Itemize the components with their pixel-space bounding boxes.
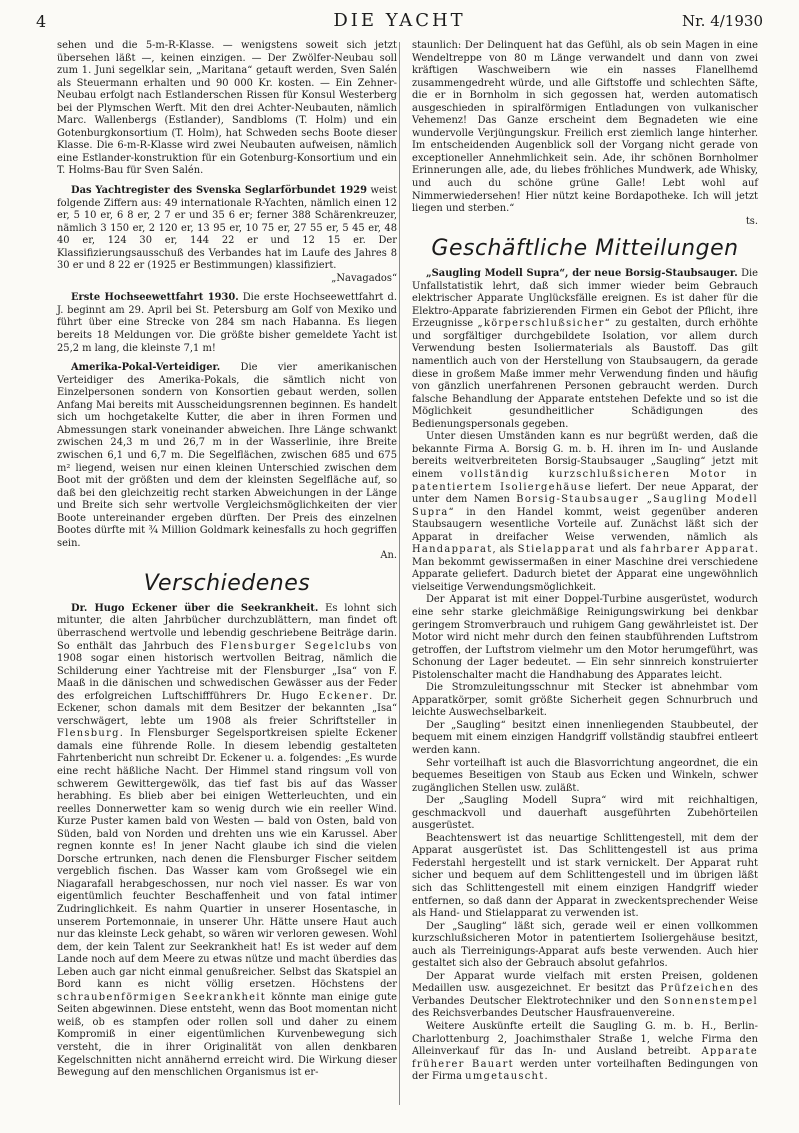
article-body: in den Handel kommt, weist gegenüber anderen Staubsaugern wesentliche Vorteile auf. Zunächst läßt sich der Apparat in dreifacher Weise verwenden, nämlich als [412,506,758,543]
article-body: Die vier amerikanischen Verteidiger des Amerika-Pokals, die sämtlich nicht von Einzelpersonen sondern von Konsortien gebaut werden, sollen Anfang Mai bereits mit Ausscheidungsrennen beginnen. Es handelt sich um hochgetakelte Kutter, die aber in ihren Formen und Abmessungen stark voneinander abweichen. Ihre Länge schwankt zwischen 24,3 m und 26,7 m in der Wasserlinie, ihre Breite zwischen 6,1 und 6,7 m. Die Segelflächen, zwischen 685 und 675 m² liegend, weisen nur einen kleinen Unterschied zwischen dem Boot mit der größten und dem der kleinsten Segelfläche auf, so daß bei den gleichzeitig recht starken Abweichungen in der Länge und Breite sich sehr wertvolle Vergleichsmöglichkeiten der vier Boote untereinander ergeben dürften. Der Preis des einzelnen Bootes dürfte mit ¾ Million Goldmark keinesfalls zu hoch gegriffen sein. [57,362,397,549]
article-body: . Man bekommt gewissermaßen in einer Maschine drei verschiedene Apparate geliefert. Dadurch bietet der Apparat eine ungewöhnlich vielseitige Verwendungsmöglichkeit. [412,544,759,593]
author-signature: ts. [745,215,758,227]
article-paragraph [412,1021,758,1084]
article-ocean-race [57,292,397,355]
article-heading: „Saugling Modell Supra“, der neue Borsig-Staubsauger. [426,268,738,280]
article-body: zu gestalten, durch erhöhte und sorgfältiger durchgebildete Isolation, vor allem durch Verwendung besten Isoliermaterials als Baustoff. Das gilt namentlich auch von der Herstellung von Staubsaugern, da gerade diese in großem Maße immer mehr Verwendung finden und häufig von gänzlich unerfahrenen Personen gebraucht werden. Durch falsche Behandlung der Apparate entstehen Defekte und so ist die Möglichkeit gesundheitlicher Schädigungen des Bedienungspersonals gegeben. [412,318,758,430]
page-number: 4 [36,12,47,31]
article-body: des Reichsverbandes Deutscher Hausfrauenvereine. [412,1008,675,1020]
article-paragraph [412,971,758,1021]
section-heading-miscellaneous: Verschiedenes [143,570,311,596]
section-heading-business: Geschäftliche Mitteilungen [431,236,739,262]
article-paragraph: Der „Saugling“ läßt sich, gerade weil er einen vollkommen kurzschlußsicheren Motor in patentiertem Isoliergehäuse besitzt, auch als Tierreinigungs-Apparat aufs beste verwenden. Auch hier gestaltet sich also der Gebrauch absolut gefahrlos. [412,920,758,970]
article-body: des Verbandes Deutscher Elektrotechniker und den [412,983,758,1007]
article-body: Die erste Hochseewettfahrt d. J. beginnt am 29. April bei St. Petersburg am Golf von Mexiko und führt über eine Strecke von 284 sm nach Habanna. Es liegen bereits 18 Meldungen vor. Die größte bisher gemeldete Yacht ist 25,2 m lang, die kleinste 7,1 m! [57,292,397,354]
article-body: . Dr. Eckener, schon damals mit dem Besitzer der bekannten „Isa“ verschwägert, lebte um 1908 als freier Schriftsteller in [57,690,397,727]
emphasis-text: umgetauscht [465,1071,545,1083]
article-paragraph: Der „Saugling“ besitzt einen innenliegenden Staubbeutel, der bequem mit einem einzigen Handgriff vollständig staubfrei entleert werden kann. [412,719,758,756]
article-paragraph: Der Apparat ist mit einer Doppel-Turbine ausgerüstet, wodurch eine sehr starke gleichmäßige Reinigungswirkung bei denkbar geringem Stromverbrauch und ruhigem Gang gewährleistet ist. Der Motor wird nicht mehr durch den feinen staubführenden Luftstrom getroffen, der Luftstrom vielmehr um den Motor herumgeführt, was Schonung der Lager bedeutet. — Ein sehr sinnreich konstruierter Pistolenschalter macht die Handhabung des Apparates leicht. [412,594,758,681]
right-column [412,40,758,1084]
article-eckener-continued: staunlich: Der Delinquent hat das Gefühl, als ob sein Magen in eine Wendeltreppe von 80 m Länge verwandelt und dann von zwei kräftigen Waschweibern wie ein nasses Flanellhemd zusammengedreht würde, und alle Giftstoffe und schlechten Säfte, die er in Bornholm in sich gegossen hat, werden automatisch ausgeschieden in spiralförmigen Entladungen von vulkanischer Vehemenz! Das Ganze erscheint dem Begnadeten wie eine wundervolle Verjüngungskur. Freilich erst ziemlich lange hinterher. Im entscheidenden Augenblick soll der Vorgang nicht gerade von exceptioneller Annehmlichkeit sein. Ade, ihr schönen Bornholmer Erinnerungen alle, ade, du liebes fröhliches Mundwerk, ade Whisky, und auch du schöne grüne Galle! Lebt wohl auf Nimmerwiedersehen! Hier nützt keine Bordapotheke. Ich will jetzt liegen und sterben.“ [412,40,758,215]
article-body: Weitere Auskünfte erteilt die Saugling G. m. b. H., Berlin-Charlottenburg 2, Joachimsthaler Straße 1, welche Firma den Alleinverkauf für das In- und Ausland betreibt. [412,1021,758,1058]
author-signature: „Navagados“ [331,272,397,284]
issue-number: Nr. 4/1930 [682,12,763,30]
emphasis-text: Borsig-Staubsauger „Saugling Modell Supra“ [412,494,759,518]
emphasis-text: schraubenförmigen Seekrankheit [57,991,266,1003]
emphasis-text: Sonnenstempel [663,995,758,1007]
article-body: . In Flensburger Segelsportkreisen spielte Eckener damals eine führende Rolle. In diesem lebendig gestalteten Fahrtenbericht nun schreibt Dr. Eckener u. a. folgendes: „Es wurde eine recht häßliche Nacht. Der Himmel stand ringsum voll von schwerem Gewittergewölk, das tief fast bis auf das Wasser herabhing. Es blieb aber bei einigen Wetterleuchten, und ein reelles Donnerwetter kam so wenig durch wie ein reeller Wind. Kurze Puster kamen bald von Westen — bald von Osten, bald von Süden, bald von Norden und drehten uns wie ein Karussel. Aber regnen konnte es! In jener Nacht glaube ich sind die vielen Dorsche ertrunken, nach denen die Flensburger Fischer seitdem vergeblich fischen. Das Wasser kam vom Großsegel wie ein Niagarafall herabgeschossen, nur noch viel nasser. Es war von eigentümlich feuchter Beschaffenheit und von fatal intimer Zudringlichkeit. Es nahm Quartier in unserer Hosentasche, in unserem Portemonnaie, in unserer Uhr. Hätte unsere Haut auch nur das kleinste Leck gehabt, so wären wir verloren gewesen. Wohl dem, der kein Talent zur Seekrankheit hat! Es ist weder auf dem Lande noch auf dem Meere zu etwas nütze und macht überdies das Leben auch gar nicht einmal genußreicher. Selbst das Skatspiel an Bord kann es nicht völlig ersetzen. Höchstens der [57,728,397,991]
article-paragraph: Der „Saugling Modell Supra“ wird mit reichhaltigen, geschmackvoll und dauerhaft ausgeführten Zubehörteilen ausgerüstet. [412,795,758,832]
column-divider [399,42,400,1105]
article-americas-cup [57,362,397,550]
article-sweden-newbuilds: sehen und die 5-m-R-Klasse. — wenigstens soweit sich jetzt übersehen läßt —, keinen einzigen. — Der Zwölfer-Neubau soll zum 1. Juni segelklar sein, „Maritana“ getauft werden, Sven Salén als Steuermann erhalten und 90 000 Kr. kosten. — Ein Zehner-Neubau erfolgt nach Estlanderschen Rissen für Konsul Westerberg bei der Plymschen Werft. Mit den drei Achter-Neubauten, nämlich Marc. Wallenbergs (Estlander), Sandbloms (T. Holm) und ein Gotenburgkonsortium (T. Holm), hat Schweden sechs Boote dieser Klasse. Die 6-m-R-Klasse wird zwei Neubauten aufweisen, nämlich eine Estlander-konstruktion für ein Gotenburg-Konsortium und ein T. Holms-Bau für Sven Salén. [57,40,397,177]
article-body: werden unter vorteilhaften Bedingungen von der Firma [412,1058,758,1083]
article-heading: Amerika-Pokal-Verteidiger. [71,362,221,374]
article-body: , als [492,544,518,556]
emphasis-text: „körperschlußsicher“ [477,318,611,330]
article-heading: Dr. Hugo Eckener über die Seekrankheit. [71,602,319,614]
article-body: . [544,1071,548,1083]
article-paragraph: Beachtenswert ist das neuartige Schlittengestell, mit dem der Apparat ausgerüstet ist. Das Schlittengestell ist aus prima Federstahl hergestellt und ist stark vernickelt. Der Apparat ruht sicher und bequem auf dem Schlittengestell und im übrigen läßt sich das Schlittengestell mit einem einzigen Handgriff wieder entfernen, so daß dann der Apparat in zweckentsprechender Weise als Hand- und Stielapparat zu verwenden ist. [412,832,758,920]
emphasis-text: Eckener [318,690,370,702]
article-body: Unter diesen Umständen kann es nur begrüßt werden, daß die bekannte Firma A. Borsig G. m. b. H. ihren im In- und Auslande bereits weitverbreiteten Borsig-Staubsauger „Saugling“ jetzt mit einem [412,431,758,480]
emphasis-text: Prüfzeichen [660,983,735,995]
article-body: liefert. Der neue Apparat, der unter dem Namen [412,481,758,506]
article-body: von 1908 sogar einen historisch wertvollen Beitrag, nämlich die Schilderung einer Yachtreise mit der Flensburger „Isa“ von F. Maaß in die dänischen und schwedischen Gewässer aus der Feder des erfolgreichen Luftschiffführers Dr. Hugo [57,640,397,702]
author-signature: An. [380,550,397,562]
magazine-title: DIE YACHT [333,10,466,31]
article-eckener-seasickness [57,603,397,1080]
emphasis-text: Apparate früherer Bauart [412,1046,758,1070]
emphasis-text: Stielapparat [517,544,596,556]
emphasis-text: fahrbarer Apparat [640,544,755,556]
page-header [36,10,763,40]
article-paragraph [412,431,758,594]
article-body: Die Unfallstatistik lehrt, daß sich immer wieder beim Gebrauch elektrischer Apparate Unglücksfälle ereignen. Es ist daher für die Elektro-Apparate fabrizierenden Firmen ein Gebot der Pflicht, ihre Erzeugnisse [412,268,759,330]
emphasis-text: Handapparat [412,544,493,556]
emphasis-text: Flensburg [57,728,120,740]
article-yacht-register [57,185,397,273]
article-body: Der Apparat wurde vielfach mit ersten Preisen, goldenen Medaillen usw. ausgezeichnet. Er besitzt das [412,970,758,995]
article-body: Es lohnt sich mitunter, die alten Jahrbücher durchzublättern, man findet oft überraschend wertvolle und lebendig geschriebene Beiträge darin. So enthält das Jahrbuch des [57,602,397,652]
article-heading: Erste Hochseewettfahrt 1930. [71,292,239,304]
article-body: weist folgende Ziffern aus: 49 internationale R-Yachten, nämlich einen 12 er, 5 10 er, 6 8 er, 2 7 er und 35 6 er; ferner 388 Schärenkreuzer, nämlich 3 150 er, 2 120 er, 13 95 er, 10 75 er, 27 55 er, 5 45 er, 48 40 er, 124 30 er, 144 22 er und 12 15 er. Der Klassifizierungsausschuß des Verbandes hat im Laufe des Jahres 8 30 er und 8 22 er (1925 er Bestimmungen) klassifiziert. [57,185,397,272]
left-column [57,40,397,1080]
article-heading: Das Yachtregister des Svenska Seglarförbundet 1929 [71,185,367,197]
emphasis-text: vollständig kurzschlußsicheren Motor in patentiertem Isoliergehäuse [412,468,758,493]
article-body: könnte man einige gute Seiten abgewinnen. Diese entsteht, wenn das Boot momentan nicht weiß, ob es stampfen oder rollen soll und daher zu einem Kompromiß in einer eigentümlichen Kurvenbewegung sich versteht, die in ihrer Originalität von allen denkbaren Kegelschnitten nicht annähernd erreicht wird. Die Wirkung dieser Bewegung auf den menschlichen Organismus ist er- [57,991,397,1079]
article-paragraph: Sehr vorteilhaft ist auch die Blasvorrichtung angeordnet, die ein bequemes Beseitigen von Staub aus Ecken und Winkeln, schwer zugänglichen Stellen usw. zuläßt. [412,757,758,794]
article-body: und als [595,544,641,556]
article-saugling-intro [412,268,758,431]
article-paragraph: Die Stromzuleitungsschnur mit Stecker ist abnehmbar vom Apparatkörper, somit größte Sicherheit gegen Schnurbruch und leichte Auswechselbarkeit. [412,682,758,719]
emphasis-text: Flensburger Segelclubs [220,640,373,652]
